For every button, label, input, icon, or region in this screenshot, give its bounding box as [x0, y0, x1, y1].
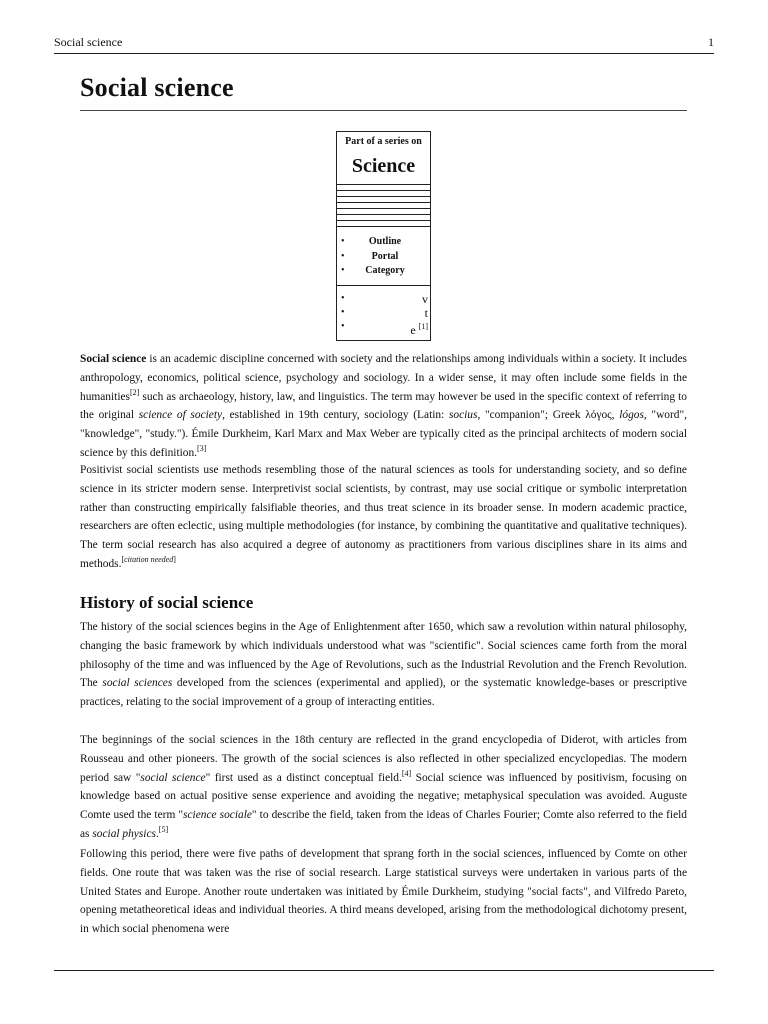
navbar-edit-link[interactable]: • e [1]: [341, 321, 428, 337]
footer-divider: [54, 970, 714, 971]
reference-4[interactable]: [4]: [401, 768, 412, 778]
science-series-infobox: [336, 131, 431, 341]
section-heading-history: History of social science: [80, 593, 254, 612]
infobox-link-portal[interactable]: • Portal: [341, 250, 399, 262]
navbar-talk-link[interactable]: • t: [341, 306, 428, 320]
page-title: Social science: [80, 73, 234, 102]
lead-term: Social science: [80, 353, 147, 365]
infobox-links: [340, 235, 430, 279]
navbar-view-link[interactable]: • v: [341, 292, 428, 306]
intro-paragraph: Social science is an academic discipline concerned with society and the relationships among individuals within a society. It includes anthropology, economics, political science, psychology and sociology. In a wider sense, it may often include some fields in the humanities[2] such as archaeology, history, law, and linguistics. The term may however be used in the specific context of referring to the original science of society, established in 19th century, sociology (Latin: socius, "companion"; Greek λόγος, lógos, "word", "knowledge", "study."). Émile Durkheim, Karl Marx and Max Weber are typically cited as the principal architects of modern social science by this definition.[3]: [80, 353, 687, 459]
title-divider: [80, 110, 687, 111]
infobox-image-placeholder: [337, 184, 430, 227]
history-paragraph-1: The history of the social sciences begins in the Age of Enlightenment after 1650, which saw a revolution within natural philosophy, changing the basic framework by which individuals understood what was "scientific". Social sciences came forth from the moral philosophy of the time and was influenced by the Age of Revolutions, such as the Industrial Revolution and the French Revolution. The social sciences developed from the sciences (experimental and applied), or the systematic knowledge-bases or prescriptive practices, relating to the social improvement of a group of interacting entities.: [80, 621, 687, 709]
infobox-title: Science: [351, 155, 416, 177]
reference-2[interactable]: [2]: [129, 387, 140, 397]
header-divider: [54, 53, 714, 54]
methods-paragraph: Positivist social scientists use methods resembling those of the natural sciences as tools for understanding society, and so define science in its stricter modern sense. Interpretivist social scientists, by contrast, may use social critique or symbolic interpretation rather than constructing empirically falsifiable theories, and thus treat science in its broader sense. In modern academic practice, researchers are often eclectic, using multiple methodologies (for instance, by combining the quantitative and qualitative techniques). The term social research has also acquired a degree of autonomy as practitioners from various disciplines share in its aims and methods.[citation needed]: [80, 464, 687, 570]
citation-needed[interactable]: [citation needed]: [121, 554, 176, 564]
infobox-caption: Part of a series on: [345, 136, 422, 147]
reference-3[interactable]: [3]: [197, 443, 207, 453]
running-header-title: Social science: [54, 35, 123, 49]
reference-1[interactable]: [1]: [418, 322, 428, 331]
infobox-link-category[interactable]: • Category: [341, 265, 405, 277]
history-paragraph-2: The beginnings of the social sciences in the 18th century are reflected in the grand encyclopedia of Diderot, with articles from Rousseau and other pioneers. The growth of the social sciences is also reflected in other specialized encyclopedias. The modern period saw "social science" first used as a distinct conceptual field.[4] Social science was influenced by positivism, focusing on knowledge based on actual positive sense experience and avoiding the negative; metaphysical speculation was avoided. Auguste Comte used the term "science sociale" to describe the field, taken from the ideas of Charles Fourier; Comte also referred to the field as social physics.[5]: [80, 734, 687, 840]
infobox-link-outline[interactable]: • Outline: [341, 236, 402, 247]
infobox-separator: [337, 285, 430, 286]
reference-5[interactable]: [5]: [158, 824, 169, 834]
history-paragraph-3: Following this period, there were five paths of development that sprang forth in the social sciences, influenced by Comte on other fields. One route that was taken was the rise of social research. Large statistical surveys were undertaken in various parts of the United States and Europe. Another route undertaken was initiated by Émile Durkheim, studying "social facts", and Vilfredo Pareto, opening metatheoretical ideas and individual theories. A third means developed, arising from the methodological dichotomy present, in which social phenomena were: [80, 848, 687, 936]
page-number: 1: [708, 35, 714, 49]
running-header: [54, 35, 714, 55]
infobox-navbar: [340, 292, 430, 337]
